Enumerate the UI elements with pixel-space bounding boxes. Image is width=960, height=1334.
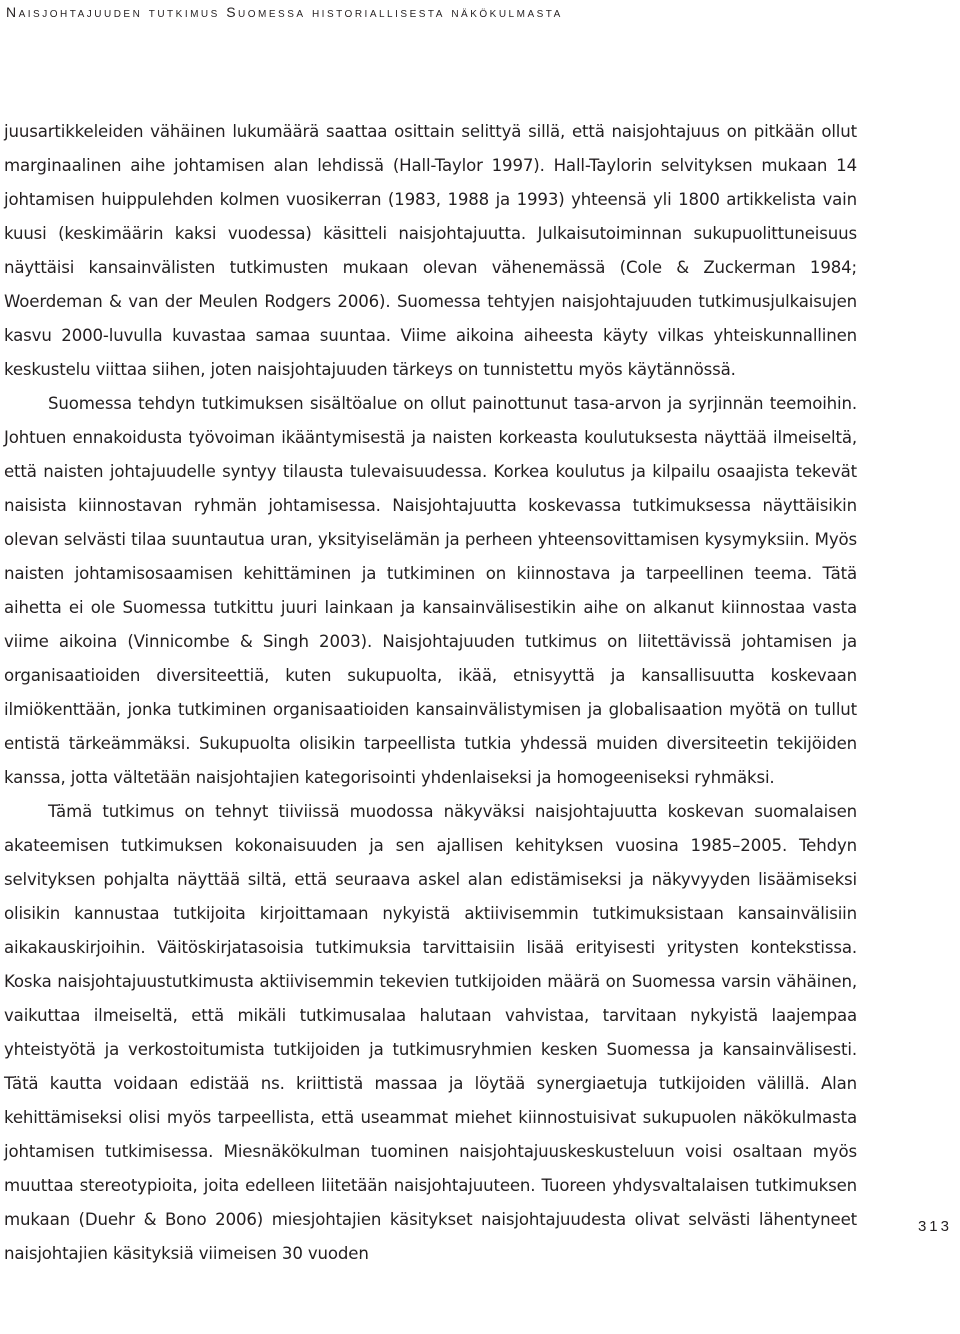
- body-text: [4, 115, 857, 1271]
- paragraph-continued: juusartikkeleiden vähäinen lukumäärä saattaa osittain selittyä sillä, että naisjohtajuus on pitkään ollut marginaalinen aihe johtamisen alan lehdissä (Hall-Taylor 1997). Hall-Taylorin selvityksen mukaan 14 johtamisen huippulehden kolmen vuosikerran (1983, 1988 ja 1993) yhteensä yli 1800 artikkelista vain kuusi (keskimäärin kaksi vuodessa) käsitteli naisjohtajuutta. Julkaisutoiminnan sukupuolittuneisuus näyttäisi kansainvälisten tutkimusten mukaan olevan vähenemässä (Cole & Zuckerman 1984; Woerdeman & van der Meulen Rodgers 2006). Suomessa tehtyjen naisjohtajuuden tutkimusjulkaisujen kasvu 2000-luvulla kuvastaa samaa suuntaa. Viime aikoina aiheesta käyty vilkas yhteiskunnallinen keskustelu viittaa siihen, joten naisjohtajuuden tärkeys on tunnistettu myös käytännössä.: [4, 122, 857, 379]
- paragraph: Tämä tutkimus on tehnyt tiiviissä muodossa näkyväksi naisjohtajuutta koskevan suomalaisen akateemisen tutkimuksen kokonaisuuden ja sen ajallisen kehityksen vuosina 1985–2005. Tehdyn selvityksen pohjalta näyttää siltä, että seuraava askel alan edistämiseksi ja näkyvyyden lisäämiseksi olisikin kannustaa tutkijoita kirjoittamaan nykyistä aktiivisemmin tutkimuksistaan kansainvälisiin aikakauskirjoihin. Väitöskirjatasoisia tutkimuksia tarvittaisiin lisää erityisesti yritysten kontekstissa. Koska naisjohtajuustutkimusta aktiivisemmin tekevien tutkijoiden määrä on Suomessa varsin vähäinen, vaikuttaa ilmeiseltä, että mikäli tutkimusalaa halutaan vahvistaa, tarvitaan nykyistä laajempaa yhteistyötä ja verkostoitumista tutkijoiden ja tutkimusryhmien kesken Suomessa ja kansainvälisesti. Tätä kautta voidaan edistää ns. kriittistä massaa ja löytää synergiaetuja tutkijoiden välillä. Alan kehittämiseksi olisi myös tarpeellista, että useammat miehet kiinnostuisivat sukupuolen näkökulmasta johtamisen tutkimisessa. Miesnäkökulman tuominen naisjohtajuuskeskusteluun voisi osaltaan myös muuttaa stereotypioita, joita edelleen liitetään naisjohtajuuteen. Tuoreen yhdysvaltalaisen tutkimuksen mukaan (Duehr & Bono 2006) miesjohtajien käsitykset naisjohtajuudesta olivat selvästi lähentyneet naisjohtajien käsityksiä viimeisen 30 vuoden: [4, 802, 857, 1263]
- paragraph: Suomessa tehdyn tutkimuksen sisältöalue on ollut painottunut tasa-arvon ja syrjinnän teemoihin. Johtuen ennakoidusta työvoiman ikääntymisestä ja naisten korkeasta koulutuksesta näyttää ilmeiseltä, että naisten johtajuudelle syntyy tilausta tulevaisuudessa. Korkea koulutus ja kilpailu osaajista tekevät naisista kiinnostavan ryhmän johtamisessa. Naisjohtajuutta koskevassa tutkimuksessa näyttäisikin olevan selvästi tilaa suuntautua uran, yksityiselämän ja perheen yhteensovittamisen kysymyksiin. Myös naisten johtamisosaamisen kehittäminen ja tutkiminen on kiinnostava ja tarpeellinen teema. Tätä aihetta ei ole Suomessa tutkittu juuri lainkaan ja kansainvälisestikin aihe on alkanut kiinnostaa vasta viime aikoina (Vinnicombe & Singh 2003). Naisjohtajuuden tutkimus on liitettävissä johtamisen ja organisaatioiden diversiteettiä, kuten sukupuolta, ikää, etnisyyttä ja kansallisuutta koskevaan ilmiökenttään, jonka tutkiminen organisaatioiden kansainvälistymisen ja globalisaation myötä on tullut entistä tärkeämmäksi. Sukupuolta olisikin tarpeellista tutkia yhdessä muiden diversiteetin tekijöiden kanssa, jotta vältetään naisjohtajien kategorisointi yhdenlaiseksi ja homogeeniseksi ryhmäksi.: [4, 394, 857, 787]
- running-header: Naisjohtajuuden tutkimus Suomessa historiallisesta näkökulmasta: [6, 4, 563, 20]
- page-number: 313: [917, 1218, 952, 1235]
